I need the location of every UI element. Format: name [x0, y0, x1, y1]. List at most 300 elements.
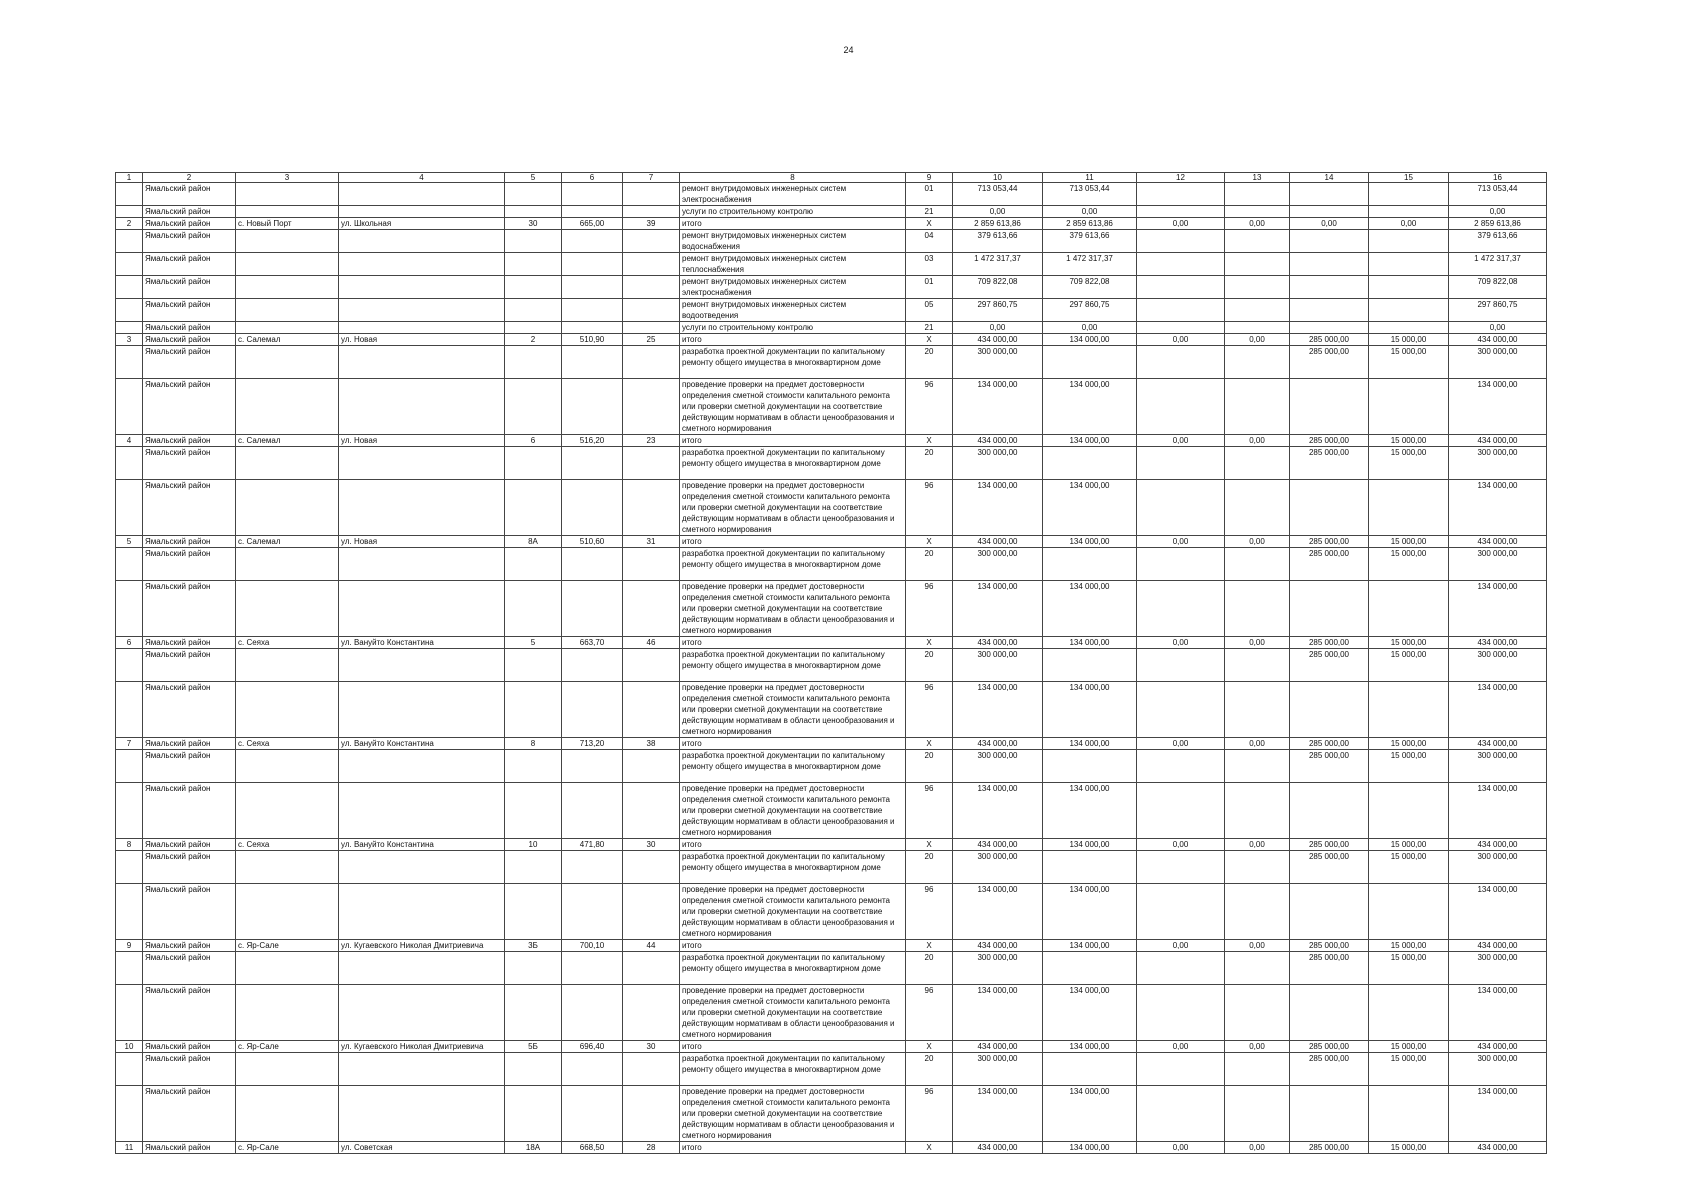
table-cell: Ямальский район	[143, 480, 236, 536]
table-cell	[236, 322, 339, 334]
table-cell	[1369, 581, 1449, 637]
table-cell	[623, 1053, 680, 1086]
table-cell: 0,00	[1137, 218, 1225, 230]
table-cell: ул. Кугаевского Николая Дмитриевича	[339, 1041, 505, 1053]
table-cell	[1369, 230, 1449, 253]
table-cell	[339, 253, 505, 276]
table-cell: 20	[906, 649, 953, 682]
table-cell	[562, 783, 623, 839]
table-cell	[1225, 682, 1290, 738]
table-cell	[1225, 480, 1290, 536]
table-cell	[1290, 379, 1369, 435]
table-cell: 0,00	[1043, 206, 1137, 218]
table-cell	[623, 952, 680, 985]
table-cell	[562, 379, 623, 435]
table-cell: 20	[906, 750, 953, 783]
table-cell: итого	[680, 218, 906, 230]
table-cell	[236, 253, 339, 276]
table-cell	[562, 322, 623, 334]
table-cell: 46	[623, 637, 680, 649]
table-cell: 713 053,44	[953, 183, 1043, 206]
table-cell: 285 000,00	[1290, 536, 1369, 548]
table-cell: 15 000,00	[1369, 1041, 1449, 1053]
table-cell	[505, 851, 562, 884]
table-cell: итого	[680, 940, 906, 952]
table-cell	[116, 480, 143, 536]
table-cell	[505, 952, 562, 985]
table-row	[116, 435, 1547, 447]
table-cell: 134 000,00	[1043, 1041, 1137, 1053]
table-cell: 03	[906, 253, 953, 276]
table-cell: с. Яр-Сале	[236, 940, 339, 952]
table-cell	[1225, 276, 1290, 299]
table-cell: 20	[906, 952, 953, 985]
table-cell: 0,00	[1290, 218, 1369, 230]
table-row	[116, 1041, 1547, 1053]
table-cell: 134 000,00	[1043, 334, 1137, 346]
table-cell: 44	[623, 940, 680, 952]
table-cell	[339, 206, 505, 218]
table-cell	[1225, 322, 1290, 334]
table-cell: 300 000,00	[1449, 851, 1547, 884]
table-cell: Ямальский район	[143, 230, 236, 253]
column-header: 8	[680, 173, 906, 183]
table-cell: 434 000,00	[1449, 940, 1547, 952]
column-header: 13	[1225, 173, 1290, 183]
table-cell	[339, 581, 505, 637]
data-table	[115, 172, 1547, 1154]
table-cell: Ямальский район	[143, 536, 236, 548]
table-cell: 96	[906, 884, 953, 940]
table-cell: разработка проектной документации по капитальному ремонту общего имущества в многоквартирном доме	[680, 750, 906, 783]
table-cell: Х	[906, 839, 953, 851]
column-header: 3	[236, 173, 339, 183]
table-cell	[623, 884, 680, 940]
table-cell	[1043, 548, 1137, 581]
table-cell: итого	[680, 637, 906, 649]
table-cell: 4	[116, 435, 143, 447]
column-header: 2	[143, 173, 236, 183]
table-cell: 5	[116, 536, 143, 548]
table-cell	[1137, 682, 1225, 738]
table-cell	[116, 682, 143, 738]
table-cell	[505, 682, 562, 738]
table-cell	[1225, 985, 1290, 1041]
table-cell: Х	[906, 940, 953, 952]
table-row	[116, 206, 1547, 218]
table-cell	[562, 447, 623, 480]
table-cell	[1225, 851, 1290, 884]
table-cell: 285 000,00	[1290, 940, 1369, 952]
table-cell: 696,40	[562, 1041, 623, 1053]
table-cell: 0,00	[1225, 536, 1290, 548]
table-cell	[1290, 1086, 1369, 1142]
table-cell: 134 000,00	[1449, 985, 1547, 1041]
table-cell	[505, 346, 562, 379]
table-cell: Х	[906, 334, 953, 346]
table-cell: 2 859 613,86	[1449, 218, 1547, 230]
table-cell: 516,20	[562, 435, 623, 447]
table-cell	[1290, 682, 1369, 738]
table-cell: 134 000,00	[1449, 480, 1547, 536]
table-cell: 2	[116, 218, 143, 230]
table-cell: проведение проверки на предмет достоверности определения сметной стоимости капитального ремонта или проверки сметной документации на соответствие действующим нормативам в области ценообразования и сметного нормирования	[680, 884, 906, 940]
table-cell: ул. Новая	[339, 435, 505, 447]
table-cell: 300 000,00	[953, 548, 1043, 581]
table-cell: Ямальский район	[143, 1142, 236, 1154]
table-cell: 96	[906, 985, 953, 1041]
table-cell: 96	[906, 682, 953, 738]
table-cell: 0,00	[1137, 839, 1225, 851]
table-cell: 15 000,00	[1369, 940, 1449, 952]
table-cell: 300 000,00	[1449, 447, 1547, 480]
table-cell: 15 000,00	[1369, 637, 1449, 649]
table-cell	[623, 649, 680, 682]
table-cell: 0,00	[1225, 738, 1290, 750]
table-cell	[1225, 581, 1290, 637]
table-cell: 3	[116, 334, 143, 346]
table-cell: итого	[680, 536, 906, 548]
table-cell	[236, 183, 339, 206]
table-cell	[1290, 581, 1369, 637]
table-cell	[505, 276, 562, 299]
table-cell: 6	[505, 435, 562, 447]
table-cell	[505, 1053, 562, 1086]
table-cell	[116, 299, 143, 322]
table-cell: 285 000,00	[1290, 346, 1369, 379]
table-cell	[1225, 253, 1290, 276]
table-cell: Ямальский район	[143, 218, 236, 230]
table-cell: 300 000,00	[1449, 750, 1547, 783]
column-header: 16	[1449, 173, 1547, 183]
table-cell: 300 000,00	[1449, 346, 1547, 379]
table-cell: проведение проверки на предмет достоверности определения сметной стоимости капитального ремонта или проверки сметной документации на соответствие действующим нормативам в области ценообразования и сметного нормирования	[680, 783, 906, 839]
table-cell: 134 000,00	[953, 783, 1043, 839]
table-cell	[236, 276, 339, 299]
table-cell	[562, 985, 623, 1041]
table-cell: 10	[505, 839, 562, 851]
table-cell: 134 000,00	[953, 581, 1043, 637]
table-cell: 668,50	[562, 1142, 623, 1154]
table-row	[116, 480, 1547, 536]
table-cell	[339, 952, 505, 985]
table-cell: Ямальский район	[143, 253, 236, 276]
table-cell: 96	[906, 783, 953, 839]
table-cell: Ямальский район	[143, 299, 236, 322]
table-cell: 665,00	[562, 218, 623, 230]
table-cell	[236, 783, 339, 839]
table-cell: ул. Кугаевского Николая Дмитриевича	[339, 940, 505, 952]
table-cell	[623, 322, 680, 334]
table-cell	[562, 480, 623, 536]
table-cell: 285 000,00	[1290, 839, 1369, 851]
table-cell: 8А	[505, 536, 562, 548]
table-cell: Ямальский район	[143, 206, 236, 218]
table-cell: 0,00	[1137, 738, 1225, 750]
table-cell: Х	[906, 536, 953, 548]
table-cell: 0,00	[1225, 839, 1290, 851]
table-row	[116, 322, 1547, 334]
table-cell: 713,20	[562, 738, 623, 750]
table-cell	[505, 299, 562, 322]
table-cell: 300 000,00	[953, 1053, 1043, 1086]
table-cell: 30	[505, 218, 562, 230]
table-cell	[1369, 884, 1449, 940]
table-cell: 15 000,00	[1369, 1053, 1449, 1086]
table-row	[116, 447, 1547, 480]
table-cell	[116, 851, 143, 884]
table-cell: 96	[906, 1086, 953, 1142]
table-row	[116, 379, 1547, 435]
table-cell: 134 000,00	[1043, 839, 1137, 851]
table-cell: 23	[623, 435, 680, 447]
table-cell	[1137, 206, 1225, 218]
table-cell: Х	[906, 637, 953, 649]
table-cell: 21	[906, 206, 953, 218]
table-cell: 6	[116, 637, 143, 649]
table-cell: ул. Новая	[339, 334, 505, 346]
table-row	[116, 299, 1547, 322]
table-cell: 300 000,00	[953, 952, 1043, 985]
table-cell	[339, 783, 505, 839]
table-cell: Ямальский район	[143, 548, 236, 581]
table-cell	[1369, 379, 1449, 435]
table-cell	[1290, 480, 1369, 536]
table-row	[116, 183, 1547, 206]
table-cell	[1225, 952, 1290, 985]
table-cell	[116, 322, 143, 334]
table-cell: 8	[116, 839, 143, 851]
table-cell	[623, 985, 680, 1041]
table-cell: Х	[906, 738, 953, 750]
table-cell: Ямальский район	[143, 839, 236, 851]
table-cell	[623, 183, 680, 206]
table-cell: 0,00	[1137, 1041, 1225, 1053]
table-cell	[623, 276, 680, 299]
table-cell	[339, 750, 505, 783]
table-cell	[1137, 322, 1225, 334]
table-cell: 300 000,00	[1449, 548, 1547, 581]
table-cell	[236, 1086, 339, 1142]
table-cell: 285 000,00	[1290, 334, 1369, 346]
table-cell: 15 000,00	[1369, 750, 1449, 783]
table-cell: 134 000,00	[953, 1086, 1043, 1142]
table-cell: с. Сеяха	[236, 637, 339, 649]
table-cell: 0,00	[1137, 637, 1225, 649]
table-cell: 30	[623, 1041, 680, 1053]
table-cell	[116, 230, 143, 253]
table-cell: 134 000,00	[1449, 682, 1547, 738]
table-cell	[116, 183, 143, 206]
table-cell: 134 000,00	[1449, 884, 1547, 940]
table-cell: 134 000,00	[1043, 435, 1137, 447]
table-cell: 434 000,00	[1449, 1142, 1547, 1154]
column-header: 12	[1137, 173, 1225, 183]
column-header: 6	[562, 173, 623, 183]
table-cell	[623, 253, 680, 276]
table-cell	[1290, 985, 1369, 1041]
table-cell	[339, 379, 505, 435]
table-cell	[1290, 183, 1369, 206]
table-cell: Ямальский район	[143, 1086, 236, 1142]
table-cell: 134 000,00	[953, 379, 1043, 435]
table-cell: 434 000,00	[953, 1142, 1043, 1154]
table-cell: 15 000,00	[1369, 738, 1449, 750]
table-cell	[562, 206, 623, 218]
table-cell: с. Сеяха	[236, 738, 339, 750]
table-cell: 96	[906, 480, 953, 536]
table-cell: 134 000,00	[1449, 1086, 1547, 1142]
table-cell: разработка проектной документации по капитальному ремонту общего имущества в многоквартирном доме	[680, 548, 906, 581]
table-cell	[562, 230, 623, 253]
table-cell: 15 000,00	[1369, 649, 1449, 682]
table-row	[116, 276, 1547, 299]
table-row	[116, 884, 1547, 940]
table-cell: проведение проверки на предмет достоверности определения сметной стоимости капитального ремонта или проверки сметной документации на соответствие действующим нормативам в области ценообразования и сметного нормирования	[680, 985, 906, 1041]
table-cell: Ямальский район	[143, 851, 236, 884]
table-cell	[623, 682, 680, 738]
table-cell	[116, 1053, 143, 1086]
table-cell: 0,00	[1137, 1142, 1225, 1154]
table-cell: 709 822,08	[1043, 276, 1137, 299]
table-row	[116, 952, 1547, 985]
table-cell	[562, 1053, 623, 1086]
table-cell	[623, 230, 680, 253]
table-cell: итого	[680, 1142, 906, 1154]
table-cell: проведение проверки на предмет достоверности определения сметной стоимости капитального ремонта или проверки сметной документации на соответствие действующим нормативам в области ценообразования и сметного нормирования	[680, 480, 906, 536]
table-cell: 510,90	[562, 334, 623, 346]
table-cell: 134 000,00	[1043, 783, 1137, 839]
table-cell: 2	[505, 334, 562, 346]
table-cell	[116, 783, 143, 839]
column-header: 9	[906, 173, 953, 183]
table-cell	[1137, 447, 1225, 480]
table-cell: 300 000,00	[953, 750, 1043, 783]
column-header: 15	[1369, 173, 1449, 183]
table-cell	[339, 346, 505, 379]
table-cell: 134 000,00	[1043, 480, 1137, 536]
table-row	[116, 1053, 1547, 1086]
table-cell	[1137, 548, 1225, 581]
table-cell: 5	[505, 637, 562, 649]
table-cell	[562, 884, 623, 940]
table-cell	[562, 851, 623, 884]
table-cell: 434 000,00	[1449, 637, 1547, 649]
table-cell: Ямальский район	[143, 276, 236, 299]
table-cell: Ямальский район	[143, 940, 236, 952]
table-cell	[236, 851, 339, 884]
table-cell: 1 472 317,37	[953, 253, 1043, 276]
table-cell	[505, 206, 562, 218]
table-cell: 0,00	[1369, 218, 1449, 230]
table-cell	[562, 346, 623, 379]
table-cell: разработка проектной документации по капитальному ремонту общего имущества в многоквартирном доме	[680, 447, 906, 480]
table-cell	[1137, 299, 1225, 322]
table-cell: проведение проверки на предмет достоверности определения сметной стоимости капитального ремонта или проверки сметной документации на соответствие действующим нормативам в области ценообразования и сметного нормирования	[680, 1086, 906, 1142]
table-cell	[505, 750, 562, 783]
column-header: 7	[623, 173, 680, 183]
table-cell: 15 000,00	[1369, 952, 1449, 985]
table-cell	[1137, 581, 1225, 637]
table-cell: 434 000,00	[1449, 435, 1547, 447]
table-cell: с. Сеяха	[236, 839, 339, 851]
table-cell: 434 000,00	[953, 738, 1043, 750]
table-cell	[116, 750, 143, 783]
table-cell: 01	[906, 183, 953, 206]
table-cell	[1225, 884, 1290, 940]
table-row	[116, 851, 1547, 884]
table-cell: с. Салемал	[236, 435, 339, 447]
table-cell	[562, 1086, 623, 1142]
table-cell: 434 000,00	[953, 839, 1043, 851]
table-row	[116, 637, 1547, 649]
table-cell	[623, 379, 680, 435]
table-cell: 15 000,00	[1369, 346, 1449, 379]
table-cell: 134 000,00	[1043, 581, 1137, 637]
table-cell: 134 000,00	[1043, 884, 1137, 940]
table-cell: услуги по строительному контролю	[680, 322, 906, 334]
table-cell	[1043, 346, 1137, 379]
table-cell	[1043, 447, 1137, 480]
table-cell: 05	[906, 299, 953, 322]
table-cell	[1290, 299, 1369, 322]
table-cell	[1369, 480, 1449, 536]
table-cell: ремонт внутридомовых инженерных систем водоотведения	[680, 299, 906, 322]
table-cell	[1290, 206, 1369, 218]
table-cell: Ямальский район	[143, 952, 236, 985]
table-cell: 20	[906, 346, 953, 379]
table-cell	[1369, 1086, 1449, 1142]
table-cell	[1369, 682, 1449, 738]
table-cell	[1290, 884, 1369, 940]
table-cell: 134 000,00	[953, 480, 1043, 536]
table-cell: 709 822,08	[1449, 276, 1547, 299]
table-cell: итого	[680, 738, 906, 750]
table-cell	[1225, 649, 1290, 682]
table-cell: 713 053,44	[1043, 183, 1137, 206]
table-cell	[562, 952, 623, 985]
table-cell	[339, 985, 505, 1041]
table-cell: 434 000,00	[1449, 1041, 1547, 1053]
table-cell: Ямальский район	[143, 637, 236, 649]
table-header-row	[116, 173, 1547, 183]
table-cell: 15 000,00	[1369, 536, 1449, 548]
table-cell: 300 000,00	[953, 649, 1043, 682]
table-row	[116, 334, 1547, 346]
table-cell	[116, 548, 143, 581]
table-cell	[1137, 346, 1225, 379]
table-row	[116, 218, 1547, 230]
table-cell: Ямальский район	[143, 346, 236, 379]
table-cell: 134 000,00	[1043, 682, 1137, 738]
table-cell: 0,00	[1137, 435, 1225, 447]
table-cell: ул. Школьная	[339, 218, 505, 230]
column-header: 11	[1043, 173, 1137, 183]
table-cell: 2 859 613,86	[1043, 218, 1137, 230]
table-cell: 285 000,00	[1290, 447, 1369, 480]
table-cell: 0,00	[1137, 536, 1225, 548]
table-row	[116, 839, 1547, 851]
table-cell: 285 000,00	[1290, 952, 1369, 985]
table-cell	[1290, 322, 1369, 334]
table-cell: 15 000,00	[1369, 839, 1449, 851]
table-cell: 434 000,00	[1449, 334, 1547, 346]
table-cell	[1137, 750, 1225, 783]
table-cell: ремонт внутридомовых инженерных систем электроснабжения	[680, 276, 906, 299]
table-cell: Х	[906, 1142, 953, 1154]
table-cell: разработка проектной документации по капитальному ремонту общего имущества в многоквартирном доме	[680, 346, 906, 379]
table-cell: 0,00	[1225, 637, 1290, 649]
